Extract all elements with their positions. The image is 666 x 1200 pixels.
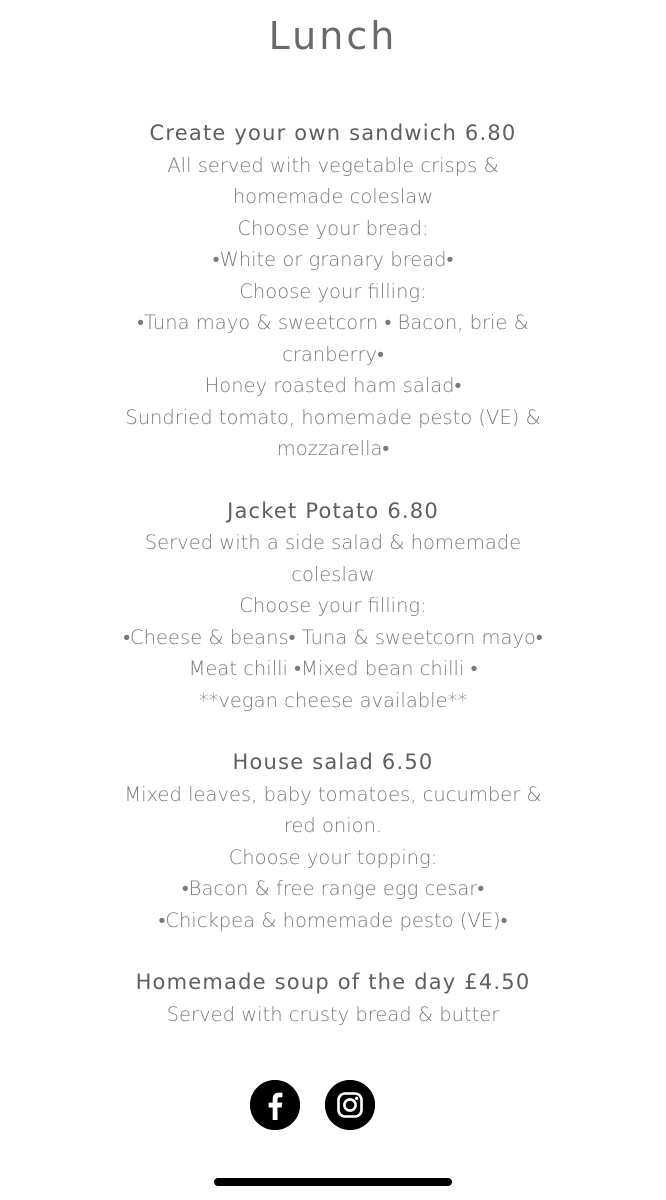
menu-line: red onion. (283, 814, 383, 837)
home-indicator[interactable] (214, 1178, 452, 1186)
menu-line: •Bacon & free range egg cesar• (181, 877, 485, 900)
instagram-icon (325, 1080, 375, 1130)
menu-line: Choose your topping: (228, 845, 438, 869)
instagram-link[interactable] (325, 1080, 375, 1130)
menu-line: Served with a side salad & homemade (144, 531, 522, 554)
menu-line: Choose your filling: (239, 594, 427, 617)
menu-line: mozzarella• (276, 437, 390, 460)
menu-line: Choose your filling: (239, 279, 427, 303)
menu-line: Sundried tomato, homemade pesto (VE) & (125, 405, 541, 429)
section-title: Jacket Potato 6.80 (227, 498, 439, 523)
menu-line: Meat chilli •Mixed bean chilli • (188, 657, 478, 680)
menu-section-jacket-potato (83, 496, 583, 717)
facebook-icon (250, 1080, 300, 1130)
menu-line: Honey roasted ham salad• (204, 374, 462, 397)
menu-section-soup (83, 967, 583, 1030)
lunch-menu (83, 118, 583, 1061)
social-links (250, 1080, 375, 1130)
section-title: Homemade soup of the day £4.50 (135, 970, 531, 994)
menu-line: •White or granary bread• (212, 248, 454, 271)
menu-line: homemade coleslaw (232, 185, 434, 208)
menu-line: **vegan cheese available** (198, 688, 468, 712)
menu-line: •Chickpea & homemade pesto (VE)• (158, 908, 508, 932)
menu-line: •Tuna mayo & sweetcorn • Bacon, brie & (137, 311, 529, 334)
menu-line: coleslaw (291, 562, 375, 586)
section-title: House salad 6.50 (232, 750, 434, 774)
menu-line: All served with vegetable crisps & (167, 153, 499, 177)
section-title: Create your own sandwich 6.80 (149, 121, 517, 145)
menu-line: Served with crusty bread & butter (166, 1002, 500, 1026)
facebook-link[interactable] (250, 1080, 300, 1130)
menu-section-house-salad (83, 747, 583, 936)
menu-line: •Cheese & beans• Tuna & sweetcorn mayo• (123, 625, 543, 649)
menu-line: Mixed leaves, baby tomatoes, cucumber & (124, 782, 542, 806)
menu-line: cranberry• (282, 342, 384, 366)
page-title: Lunch (268, 14, 398, 58)
menu-section-sandwich (83, 118, 583, 465)
menu-line: Choose your bread: (237, 216, 429, 240)
